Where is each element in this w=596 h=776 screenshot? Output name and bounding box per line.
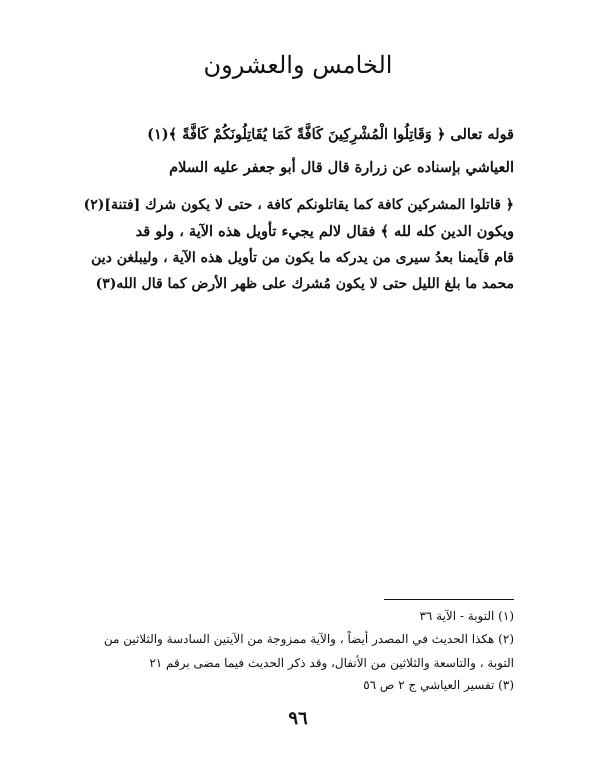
footnote-3: (٣) تفسير العياشي ج ٢ ص ٥٦	[363, 678, 514, 692]
section-heading: الخامس والعشرون	[203, 51, 393, 79]
footnote-1: (١) التوبة - الآية ٣٦	[419, 609, 514, 623]
footnote-separator	[384, 599, 514, 600]
body-line-3: ﴿ قاتلوا المشركين كافة كما يقاتلونكم كافة ، حتى لا يكون شرك [فتنة](٢)	[83, 197, 514, 213]
footnote-2-continued: التوبة ، والتاسعة والثلاثين من الأنفال، وقد ذكر الحديث فيما مضى برقم ٢١	[149, 656, 514, 670]
body-line-2: العياشي بإسناده عن زرارة قال قال أبو جعفر عليه السلام	[169, 159, 514, 176]
body-line-1: قوله تعالى ﴿ وَقَاتِلُوا الْمُشْرِكِينَ كَافَّةً كَمَا يُقَاتِلُونَكُمْ كَافَّةً ﴾(١)	[147, 126, 514, 143]
page-number: ٩٦	[288, 708, 308, 729]
body-line-6: محمد ما بلغ الليل حتى لا يكون مُشرك على ظهر الأرض كما قال الله(٣)	[95, 276, 514, 292]
footnote-2: (٢) هكذا الحديث في المصدر أيضاً ، والآية ممزوجة من الآيتين السادسة والثلاثين من	[103, 632, 514, 646]
body-line-4: ويكون الدين كله لله ﴾ فقال لالم يجيء تأويل هذه الآية ، ولو قد	[135, 223, 514, 240]
body-line-5: قام قآيمنا بعدُ سيرى من يدركه ما يكون من تأويل هذه الآية ، وليبلغن دين	[91, 250, 514, 266]
